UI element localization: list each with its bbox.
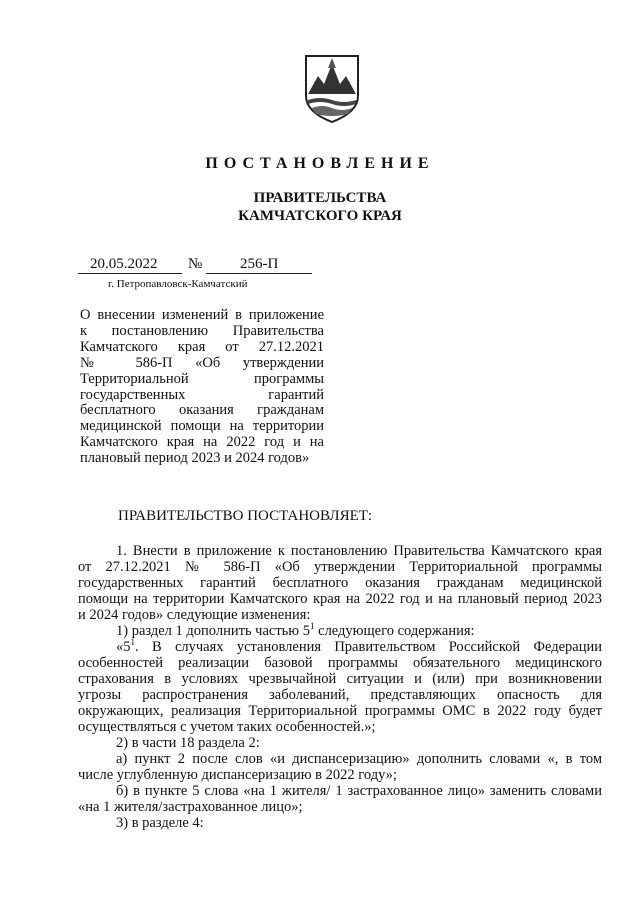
body-text: . В случаях установления Правительством Российской Федерации xyxy=(135,639,602,655)
superscript: 1 xyxy=(310,621,315,632)
body-line: особенностей реализации базовой программы обязательного медицинского xyxy=(78,655,602,671)
body-line: осуществляться с учетом таких особенностей.»; xyxy=(78,719,376,735)
document-number: 256-П xyxy=(240,256,279,272)
body-line: государственных гарантий бесплатного оказания гражданам медицинской xyxy=(78,575,602,591)
number-sign: № xyxy=(188,256,203,272)
document-body xyxy=(78,543,602,831)
subject-line: Территориальной программы xyxy=(80,370,324,387)
superscript: 1 xyxy=(130,637,135,648)
subject-line: медицинской помощи на территории xyxy=(80,418,324,435)
decree-formula: ПРАВИТЕЛЬСТВО ПОСТАНОВЛЯЕТ: xyxy=(118,508,373,524)
subject-line: к постановлению Правительства xyxy=(80,322,324,339)
issuer-line-1: ПРАВИТЕЛЬСТВА xyxy=(253,190,387,206)
body-text: «5 xyxy=(116,639,131,655)
subject-line: плановый период 2023 и 2024 годов» xyxy=(80,450,310,467)
body-line xyxy=(78,623,602,639)
body-line: а) пункт 2 после слов «и диспансеризацию» дополнить словами «, в том xyxy=(116,751,602,767)
body-line: б) в пункте 5 слова «на 1 жителя/ 1 застрахованное лицо» заменить словами xyxy=(116,783,602,799)
body-text: 1) раздел 1 дополнить частью 5 xyxy=(116,623,311,639)
subject-line: Камчатского края от 27.12.2021 xyxy=(80,338,324,355)
kamchatka-coat-of-arms-icon xyxy=(302,52,362,124)
body-text: следующего содержания: xyxy=(314,623,475,639)
body-line: помощи на территории Камчатского края на 2022 год и на плановый период 2023 xyxy=(78,591,602,607)
body-line: от 27.12.2021 № 586-П «Об утверждении Территориальной программы xyxy=(78,559,602,575)
body-line: страхования в условиях чрезвычайной ситуации и (или) при возникновении xyxy=(78,671,602,687)
body-line: и 2024 годов» следующие изменения: xyxy=(78,607,311,623)
subject-line: № 586-П «Об утверждении xyxy=(80,354,324,371)
subject-line: государственных гарантий xyxy=(80,386,324,403)
document-date: 20.05.2022 xyxy=(90,256,158,272)
issuer-line-2: КАМЧАТСКОГО КРАЯ xyxy=(238,208,402,224)
body-line: числе углубленную диспансеризацию в 2022 году»; xyxy=(78,767,397,783)
date-underline xyxy=(78,273,182,274)
number-underline xyxy=(206,273,312,274)
subject-line: О внесении изменений в приложение xyxy=(80,307,324,323)
document-subject xyxy=(80,308,324,467)
body-line: «на 1 жителя/застрахованное лицо»; xyxy=(78,799,303,815)
body-line: 1. Внести в приложение к постановлению Правительства Камчатского края xyxy=(116,543,602,559)
subject-line: Камчатского края на 2022 год и на xyxy=(80,434,324,451)
body-line: угрозы распространения заболеваний, представляющих опасность для xyxy=(78,687,602,703)
body-line: 3) в разделе 4: xyxy=(116,815,204,831)
subject-line: бесплатного оказания гражданам xyxy=(80,402,324,419)
body-line: 2) в части 18 раздела 2: xyxy=(116,735,260,751)
document-type-heading: ПОСТАНОВЛЕНИЕ xyxy=(205,155,435,172)
body-line xyxy=(78,639,602,655)
body-line: окружающих, реализация Территориальной программы ОМС в 2022 году будет xyxy=(78,703,602,719)
issue-city: г. Петропавловск-Камчатский xyxy=(108,278,248,290)
